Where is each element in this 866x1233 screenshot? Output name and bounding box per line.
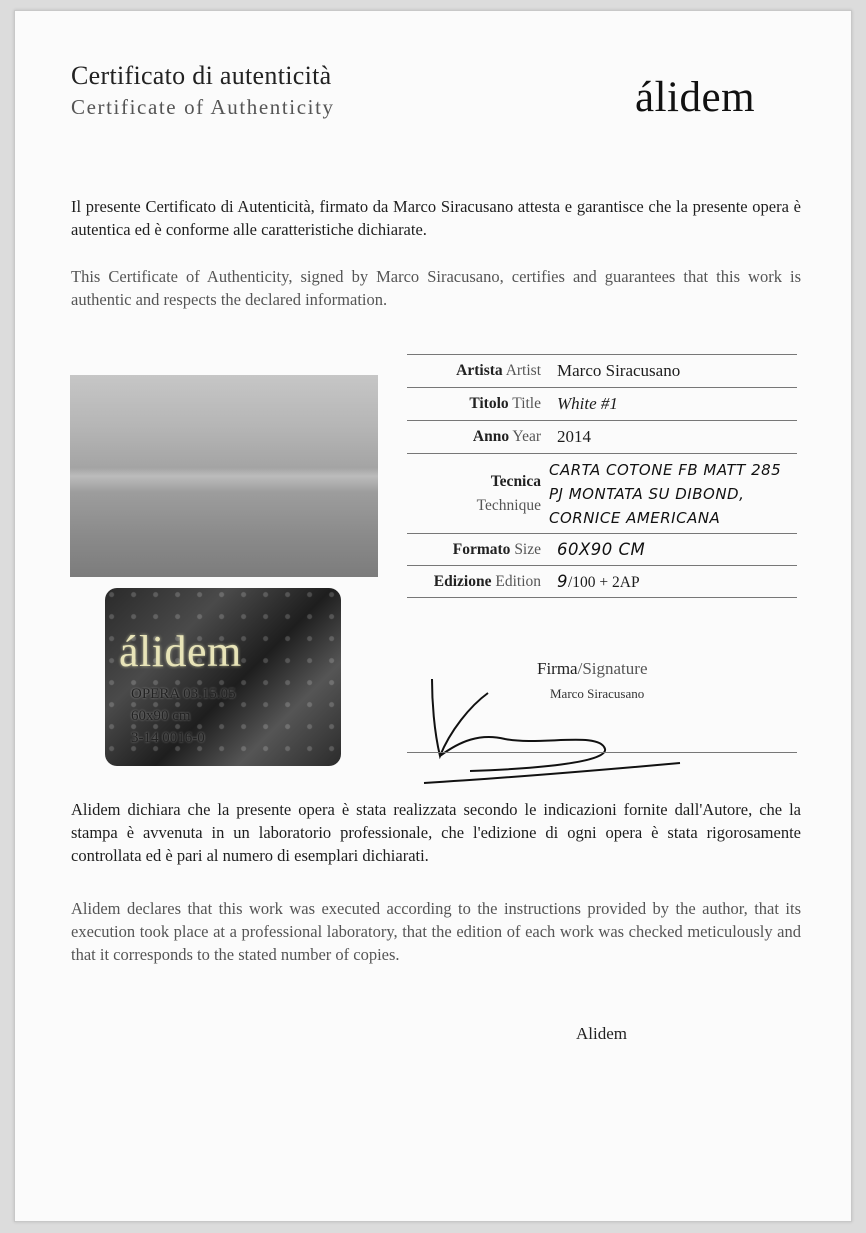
field-value-edition: 9/100 + 2AP: [557, 571, 640, 591]
info-row-size: [407, 534, 797, 566]
field-label: Tecnica Technique: [476, 472, 541, 514]
hologram-code-line: OPERA 03.15.05: [131, 686, 236, 702]
info-row-year: [407, 421, 797, 454]
declaration-italian: Alidem dichiara che la presente opera è stata realizzata secondo le indicazioni fornite dall'Autore, che la stampa è avvenuta in un laboratorio professionale, che l'edizione di ogni opera è stata rigorosamente controllata ed è pari al numero di esemplari dichiarati.: [71, 800, 801, 865]
intro-english: This Certificate of Authenticity, signed by Marco Siracusano, certifies and guarantees that this work is authentic and respects the declared information.: [71, 267, 801, 309]
intro-italian: Il presente Certificato di Autenticità, firmato da Marco Siracusano attesta e garantisce che la presente opera è autentica ed è conforme alle caratteristiche dichiarate.: [71, 197, 801, 239]
field-label: Artista Artist: [456, 362, 541, 379]
signature-label: Firma/Signature: [537, 659, 648, 678]
field-label: Formato Size: [452, 540, 541, 558]
closing-signature-text: Alidem: [576, 1024, 627, 1043]
field-label: Edizione Edition: [433, 572, 541, 590]
hologram-code-line: 3-14 0016-0: [131, 730, 205, 746]
field-value-technique: [549, 454, 797, 534]
info-row-title: [407, 388, 797, 421]
hologram-code-line: 60x90 cm: [131, 708, 191, 724]
field-value-title: White #1: [557, 394, 618, 413]
brand-logo: álidem: [635, 74, 756, 121]
field-label: Titolo Title: [469, 395, 541, 412]
field-value-size: 60X90 CM: [557, 539, 646, 559]
artwork-info-table: [407, 354, 797, 598]
certificate-page: [14, 10, 852, 1222]
artwork-thumbnail: [70, 375, 378, 577]
handwritten-signature: [410, 671, 710, 791]
technique-line: CARTA COTONE FB MATT 285: [549, 460, 782, 479]
hologram-brand: álidem: [119, 627, 242, 676]
signature-line: [407, 752, 797, 753]
info-row-artist: [407, 355, 797, 388]
field-label: Anno Year: [472, 428, 541, 445]
hologram-sticker: [105, 588, 341, 766]
info-row-edition: [407, 566, 797, 598]
signature-name: Marco Siracusano: [550, 686, 645, 701]
declaration-english: Alidem declares that this work was executed according to the instructions provided by the author, that its execution took place at a professional laboratory, that the edition of each work was checked meticulously and that it corresponds to the stated number of copies.: [71, 899, 801, 964]
title-english: Certificate of Authenticity: [71, 95, 335, 119]
technique-line: CORNICE AMERICANA: [549, 508, 721, 527]
info-row-technique: [407, 454, 797, 534]
field-value-year: 2014: [557, 427, 591, 446]
field-value-artist: Marco Siracusano: [557, 361, 681, 380]
technique-line: PJ MONTATA SU DIBOND,: [549, 484, 745, 503]
title-italian: Certificato di autenticità: [71, 61, 332, 90]
